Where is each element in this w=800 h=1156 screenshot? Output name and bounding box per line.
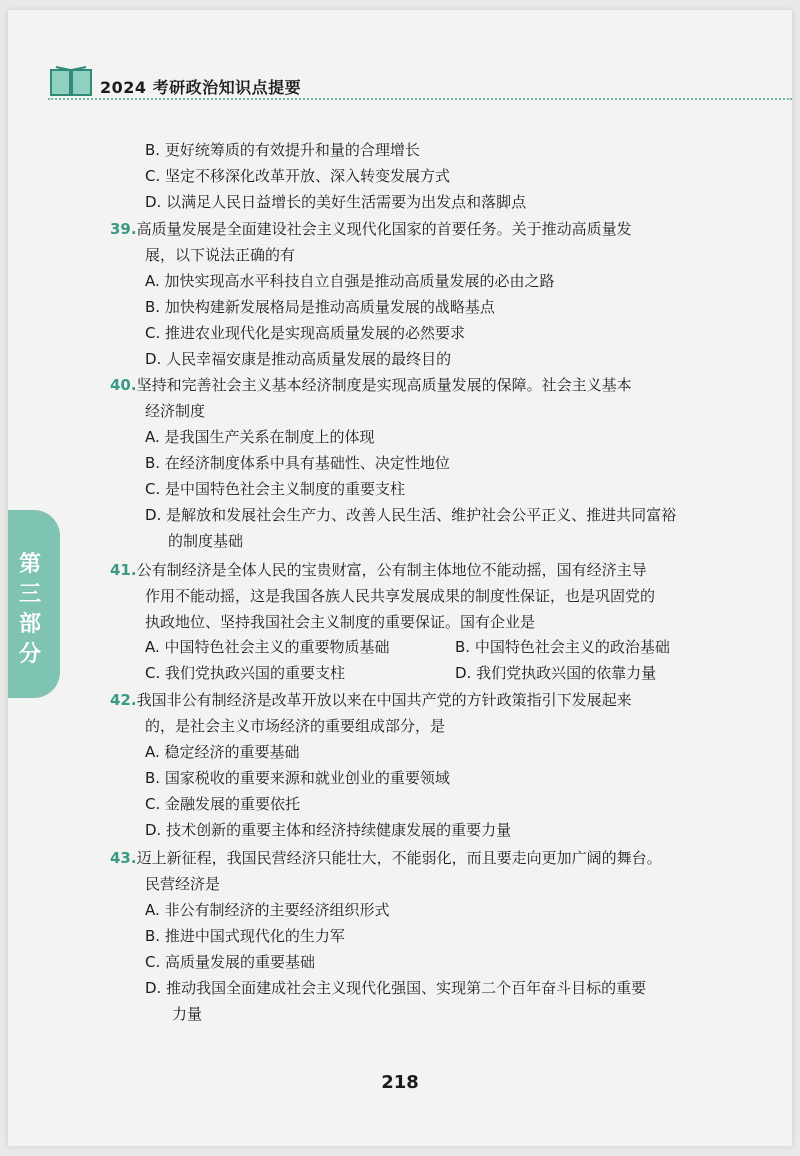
- text-line: [145, 742, 300, 762]
- text-line: [145, 505, 676, 525]
- side-tab-char: 分: [18, 642, 41, 667]
- question-stem-line: [110, 560, 647, 580]
- line-text: D. 技术创新的重要主体和经济持续健康发展的重要力量: [145, 821, 512, 839]
- header-title: 2024 考研政治知识点提要: [100, 78, 302, 97]
- question-number: 39.: [110, 220, 137, 238]
- text-line: [145, 323, 465, 343]
- line-text: 执政地位、坚持我国社会主义制度的重要保证。国有企业是: [145, 613, 536, 631]
- text-line: [145, 716, 445, 736]
- line-text: A. 加快实现高水平科技自立自强是推动高质量发展的必由之路: [145, 272, 555, 290]
- line-text: 力量: [172, 1005, 203, 1023]
- line-text: B. 中国特色社会主义的政治基础: [455, 638, 670, 656]
- text-line: [145, 794, 300, 814]
- text-line: [168, 531, 243, 551]
- line-text: 的制度基础: [168, 532, 244, 550]
- text-line: [145, 663, 345, 683]
- line-text: 我国非公有制经济是改革开放以来在中国共产党的方针政策指引下发展起来: [136, 691, 632, 709]
- line-text: B. 加快构建新发展格局是推动高质量发展的战略基点: [145, 298, 495, 316]
- line-text: D. 推动我国全面建成社会主义现代化强国、实现第二个百年奋斗目标的重要: [145, 979, 647, 997]
- line-text: 高质量发展是全面建设社会主义现代化国家的首要任务。关于推动高质量发: [136, 220, 632, 238]
- question-number: 43.: [110, 849, 137, 867]
- question-number: 42.: [110, 691, 137, 709]
- text-line: [145, 349, 451, 369]
- text-line: [145, 401, 205, 421]
- text-line: [145, 978, 646, 998]
- question-stem-line: [110, 848, 662, 868]
- question-number: 41.: [110, 561, 137, 579]
- text-line: [145, 479, 405, 499]
- line-text: 迈上新征程，我国民营经济只能壮大，不能弱化，而且要走向更加广阔的舞台。: [136, 849, 662, 867]
- line-text: 民营经济是: [145, 875, 221, 893]
- text-line: [145, 952, 315, 972]
- text-line: [145, 874, 220, 894]
- question-stem-line: [110, 219, 632, 239]
- text-line: [145, 637, 390, 657]
- line-text: B. 国家税收的重要来源和就业创业的重要领域: [145, 769, 450, 787]
- text-line: [145, 271, 555, 291]
- line-text: B. 更好统筹质的有效提升和量的合理增长: [145, 141, 420, 159]
- line-text: A. 是我国生产关系在制度上的体现: [145, 428, 375, 446]
- text-line: [172, 1004, 202, 1024]
- line-text: D. 是解放和发展社会生产力、改善人民生活、维护社会公平正义、推进共同富裕: [145, 506, 677, 524]
- text-line: [145, 245, 295, 265]
- side-tab-char: 第: [18, 552, 41, 577]
- side-tab-char: 三: [18, 582, 41, 607]
- line-text: D. 我们党执政兴国的依靠力量: [455, 664, 657, 682]
- line-text: A. 稳定经济的重要基础: [145, 743, 300, 761]
- line-text: A. 非公有制经济的主要经济组织形式: [145, 901, 390, 919]
- line-text: C. 坚定不移深化改革开放、深入转变发展方式: [145, 167, 451, 185]
- text-line: [145, 140, 420, 160]
- line-text: 展，以下说法正确的有: [145, 246, 296, 264]
- line-text: C. 我们党执政兴国的重要支柱: [145, 664, 346, 682]
- question-number: 40.: [110, 376, 137, 394]
- line-text: 坚持和完善社会主义基本经济制度是实现高质量发展的保障。社会主义基本: [136, 376, 632, 394]
- question-stem-line: [110, 375, 632, 395]
- line-text: A. 中国特色社会主义的重要物质基础: [145, 638, 390, 656]
- text-line: [145, 166, 450, 186]
- text-line: [145, 586, 655, 606]
- text-line: [145, 192, 526, 212]
- option-line: [455, 637, 670, 657]
- question-stem-line: [110, 690, 632, 710]
- line-text: 作用不能动摇，这是我国各族人民共享发展成果的制度性保证，也是巩固党的: [145, 587, 656, 605]
- line-text: 经济制度: [145, 402, 206, 420]
- line-text: C. 金融发展的重要依托: [145, 795, 301, 813]
- text-line: [145, 768, 450, 788]
- line-text: D. 人民幸福安康是推动高质量发展的最终目的: [145, 350, 452, 368]
- text-line: [145, 612, 535, 632]
- text-line: [145, 820, 511, 840]
- line-text: 的，是社会主义市场经济的重要组成部分，是: [145, 717, 446, 735]
- line-text: B. 推进中国式现代化的生力军: [145, 927, 345, 945]
- line-text: 公有制经济是全体人民的宝贵财富，公有制主体地位不能动摇，国有经济主导: [136, 561, 647, 579]
- line-text: B. 在经济制度体系中具有基础性、决定性地位: [145, 454, 450, 472]
- option-line: [455, 663, 656, 683]
- line-text: C. 是中国特色社会主义制度的重要支柱: [145, 480, 406, 498]
- text-line: [145, 297, 495, 317]
- text-line: [145, 926, 345, 946]
- text-line: [145, 453, 450, 473]
- page-number: 218: [381, 1072, 419, 1093]
- text-line: [145, 900, 390, 920]
- line-text: C. 推进农业现代化是实现高质量发展的必然要求: [145, 324, 466, 342]
- text-line: [145, 427, 375, 447]
- line-text: D. 以满足人民日益增长的美好生活需要为出发点和落脚点: [145, 193, 527, 211]
- side-tab-char: 部: [18, 612, 41, 637]
- line-text: C. 高质量发展的重要基础: [145, 953, 316, 971]
